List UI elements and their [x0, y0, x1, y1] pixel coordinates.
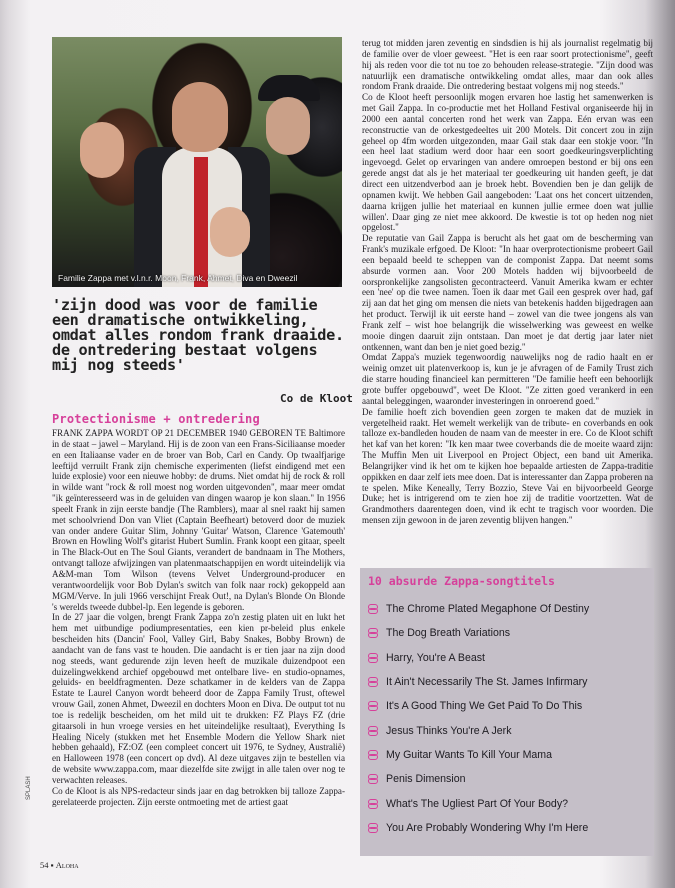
list-item: [368, 743, 648, 767]
list-item-label: The Dog Breath Variations: [386, 627, 511, 640]
list-item: [368, 791, 648, 815]
photo-face-right: [266, 97, 310, 155]
list-item: [368, 694, 648, 718]
photo-tie: [194, 157, 208, 287]
photo-face-frank: [172, 82, 228, 152]
article-paragraph: terug tot midden jaren zeventig en sindsdien is hij als journalist regelmatig bij de familie over de vloer geweest. "Het is een raar soort protectionisme", geeft hij als reden voor die tot nu toe zo behouden release-strategie. "Zijn dood was natuurlijk een dramatische ontwikkeling omdat alles, maar dan ook alles rondom Frank draaide. Die ontredering bestaat volgens mij nog steeds.": [362, 38, 653, 92]
article-paragraph: Co de Kloot is als NPS-redacteur sinds jaar en dag betrokken bij talloze Zappa-gerelateerde projecten. Zijn eerste ontmoeting met de artiest gaat: [52, 785, 345, 807]
list-item: [368, 718, 648, 742]
article-paragraph: In de 27 jaar die volgen, brengt Frank Zappa zo'n zestig platen uit en lukt het hem met uitbundige podiumpresentaties, een kien pr-beleid plus enkele bescheiden hits (Dancin' Fool, Valley Girl, Baby Snakes, Bobby Brown) de aandacht van de fans vast te houden. Die aandacht is er tien jaar na zijn dood nog steeds, want gedurende zijn leven heeft de muzikale duizendpoot een duizelingwekkend archief opgebouwd met ontelbare live- en studio-opnames, geluids- en beeldfragmenten. Deze schatkamer in de kelders van de Zappa Estate te Laurel Canyon wordt beheerd door de Zappa Family Trust, oftewel vrouw Gail, zonen Ahmet, Dweezil en dochters Moon en Diva. De output tot nu toe is redelijk bescheiden, om het mild uit te drukken: FZ Plays FZ (drie gitaarsoli in hun vroege versies en het uiteindelijke resultaat), Everything Is Healing Nicely (stukken met het Ensemble Modern die Yellow Shark niet hebben gehaald), FZ:OZ (een compleet concert uit 1976, te Sydney, Australië) en Halloween 1978 (een concert op dvd). Al deze uitgaves zijn te bestellen via de website www.zappa.com, maar diezelfde site zwijgt in alle talen over nog te verwachten releases.: [52, 612, 345, 785]
bullet-icon: [368, 823, 377, 833]
list-item-label: The Chrome Plated Megaphone Of Destiny: [386, 603, 590, 616]
pull-quote: 'zijn dood was voor de familie een dramatische ontwikkeling, omdat alles rondom frank draaide. de ontredering bestaat volgens mij nog steeds': [52, 296, 344, 374]
list-item: [368, 597, 648, 621]
list-item-label: It's A Good Thing We Get Paid To Do This: [386, 700, 583, 713]
article-text: Baltimore in de staat – jawel – Maryland. Hij is de zoon van een Frans-Siciliaanse moeder en een Italiaanse vader en de broer van Bob, Carl en Candy. Op twaalfjarige leeftijd verruilt Frank zijn chemische experimenten (liefst eindigend met een luide explosie) voor een nieuwe hobby: de drums. Niet omdat hij de rock & roll in wilde want "rock & roll moest nog worden uitgevonden", maar meer omdat "ik geïnteresseerd was in de geluiden van dingen waarop je kon slaan." In 1956 speelt Frank in zijn eerste bandje (The Ramblers), maar al snel raakt hij samen met schoolvriend Don van Vliet (Captain Beefheart) betoverd door de muziek van onder andere Guitar Slim, Johnny 'Guitar' Watson, Clarence 'Gatemouth' Brown en Howling Wolf's gitarist Hubert Sumlin. Frank koopt een gitaar, speelt in The Black-Out en The Soul Giants, verandert de bandnaam in The Mothers, ontvangt talloze afwijzingen van platenmaatschappijen en wordt uiteindelijk via A&M-man Tom Wilson (tevens Velvet Underground-producer en verantwoordelijk voor Bob Dylan's switch van folk naar rock) gekoppeld aan MGM/Verve. In juli 1966 verschijnt Freak Out!, na Dylan's Blonde On Blonde 's werelds tweede dubbel-lp. Een legende is geboren.: [52, 428, 345, 612]
photo-credit: SPLASH: [26, 776, 32, 800]
article-lead: FRANK ZAPPA WORDT OP 21 DECEMBER 1940 GEBOREN TE: [52, 428, 307, 438]
photo-face-left: [80, 122, 124, 178]
list-item-label: What's The Ugliest Part Of Your Body?: [386, 797, 569, 810]
article-paragraph: De familie hoeft zich bovendien geen zorgen te maken dat de muziek in vergetelheid raakt. Het wemelt werkelijk van de tribute- en coverbands en ook talloze ex-bandleden houden de naam van de meester in ere. Co de Kloot schift het kaf van het koren: "Ik ken maar twee coverbands die de moeite waard zijn: The Muffin Men uit Liverpool en Project Object, een band uit Amerika. Belangrijker vind ik het om te kijken hoe bepaalde artiesten de Zappa-traditie oppikken en daar zelf iets mee doen. Dat is interessanter dan Zappa proberen na te spelen. Mike Keneally, Terry Bozzio, Steve Vai en bijvoorbeeld George Duke; het is intrigerend om te zien hoe zij de traditie voortzetten. Wat de Grandmothers daarentegen doen, vind ik echt te tragisch voor woorden. Die mensen zijn gewoon in de jaren zeventig blijven hangen.": [362, 406, 653, 526]
bullet-icon: [368, 701, 377, 711]
page-number: 54: [40, 860, 49, 870]
section-heading: Protectionisme + ontredering: [52, 412, 260, 426]
bullet-icon: [368, 799, 377, 809]
bullet-icon: [368, 726, 377, 736]
list-item-label: Harry, You're A Beast: [386, 651, 485, 664]
list-item-label: It Ain't Necessarily The St. James Infirmary: [386, 676, 588, 689]
bullet-icon: [368, 750, 377, 760]
article-column-left: [52, 428, 345, 852]
list-item-label: Penis Dimension: [386, 773, 466, 786]
bullet-icon: [368, 677, 377, 687]
page-footer: [40, 860, 79, 870]
sidebar-box-title: 10 absurde Zappa-songtitels: [368, 574, 555, 588]
list-item: [368, 816, 648, 840]
article-paragraph: [52, 428, 345, 612]
list-item: [368, 670, 648, 694]
bullet-icon: [368, 653, 377, 663]
bullet-icon: [368, 628, 377, 638]
photo-face-child: [210, 207, 250, 257]
family-photo: [52, 37, 342, 287]
article-column-right: [362, 38, 653, 558]
pull-quote-author: Co de Kloot: [280, 392, 353, 405]
footer-separator-icon: ▪: [50, 860, 56, 870]
list-item: [368, 621, 648, 645]
article-paragraph: De reputatie van Gail Zappa is berucht als het gaat om de bescherming van Frank's muzikale erfgoed. De Kloot: "In haar overprotectionisme probeert Gail een bepaald beeld te scheppen van de componist Zappa. Dat neemt soms absurde vormen aan. Voor 200 Motels hadden wij bijvoorbeeld de oorspronkelijke zangsolisten gecontracteerd. Vanuit Amerika kwam er echter een 'nee' op die twee namen. Toen ik daar met Gail een gesprek over had, gaf zij aan dat het ging om mensen die niets van betekenis hadden bijgedragen aan het product. Terwijl ik uit eerste hand – zowel van die twee jongens als van Frank zelf – wist hoe belangrijk die wisselwerking was geweest en welke mooie dingen daaruit zijn ontstaan. Dan moet je dat dertig jaar later niet ontkennen, want dan ben je niet goed bezig.": [362, 233, 653, 352]
photo-caption: Familie Zappa met v.l.n.r. Moon, Frank, Ahmet, Diva en Dweezil: [58, 273, 298, 283]
publication-name: Aloha: [55, 860, 79, 870]
bullet-icon: [368, 604, 377, 614]
list-item: [368, 646, 648, 670]
list-item: [368, 767, 648, 791]
article-paragraph: Co de Kloot heeft persoonlijk mogen ervaren hoe lastig het samenwerken is met Gail Zappa. In co-productie met het Holland Festival organiseerde hij in 2000 een aantal concerten rond het werk van Zappa. Eén ervan was een reconstructie van de orkestgedeeltes uit 200 Motels. Dit concert zou in zijn geheel op 4fm worden uitgezonden, maar Gail stak daar een stokje voor. "In een heel laat stadium werd door haar een soort goedkeuringsverplichting ingevoegd. Gelet op ervaringen van andere omroepen bestond er bij ons een gerede angst dat als je het materiaal ter goedkeuring uit handen geeft, je dat direct een uitzendverbod aan je broek hebt. Bovendien ben je dan gelijk de opnamen kwijt. We hebben Gail aangeboden: 'Laat ons het concert uitzenden, daarna krijgen jullie het materiaal en kunnen jullie ermee doen wat jullie willen'. Daar ging ze niet mee akkoord. De kwestie is tot op heden nog niet opgelost.": [362, 92, 653, 233]
list-item-label: My Guitar Wants To Kill Your Mama: [386, 748, 553, 761]
songtitle-list: [368, 597, 648, 840]
list-item-label: You Are Probably Wondering Why I'm Here: [386, 821, 589, 834]
bullet-icon: [368, 774, 377, 784]
list-item-label: Jesus Thinks You're A Jerk: [386, 724, 512, 737]
article-paragraph: Omdat Zappa's muziek tegenwoordig nauwelijks nog de radio haalt en er weinig omzet uit platenverkoop is, kun je je afvragen of de Family Trust zich die starre houding financieel kan permitteren "De familie heeft een behoorlijk grote buffer opgebouwd", weet De Kloot. "Ze zitten goed verankerd in een aantal beleggingen, waaronder investeringen in onroerend goed.": [362, 352, 653, 406]
